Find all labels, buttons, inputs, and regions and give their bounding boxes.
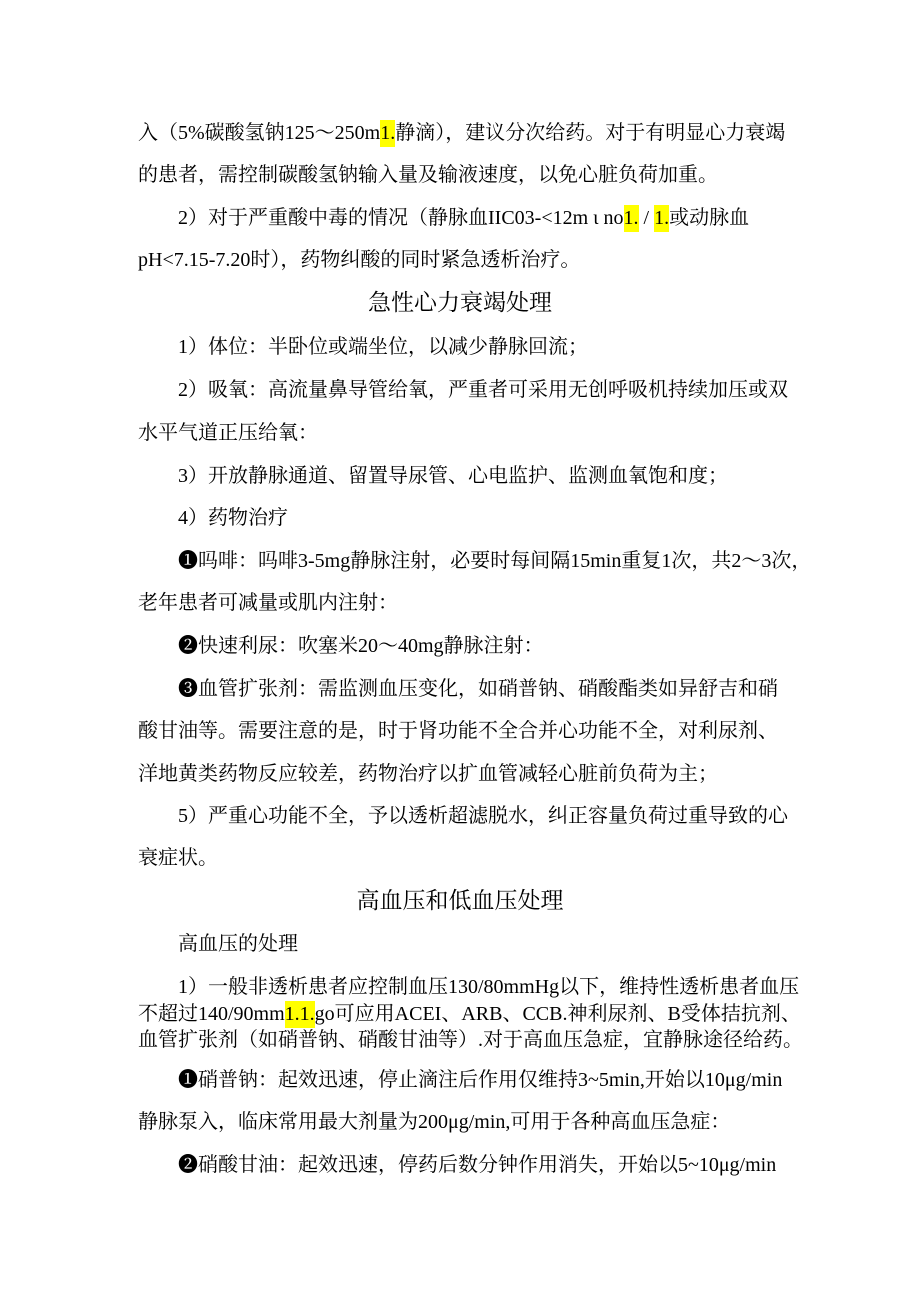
paragraph-line: ❶硝普钠：起效迅速，停止滴注后作用仅维持3~5min,开始以10μg/min bbox=[178, 1069, 783, 1091]
paragraph-line: 老年患者可减量或肌内注射： bbox=[138, 592, 398, 614]
highlighted-text: 1. bbox=[624, 205, 639, 232]
paragraph-line: ❷硝酸甘油：起效迅速，停药后数分钟作用消失，开始以5~10μg/min bbox=[178, 1154, 777, 1176]
text-segment: 入（5%碳酸氢钠125～250m bbox=[138, 122, 381, 144]
highlighted-text: 1. bbox=[654, 205, 669, 232]
paragraph-line: 1）体位：半卧位或端坐位，以减少静脉回流； bbox=[178, 336, 588, 358]
paragraph-line: ❷快速利尿：吹塞米20～40mg静脉注射： bbox=[178, 635, 544, 657]
paragraph-line: 5）严重心功能不全，予以透析超滤脱水，纠正容量负荷过重导致的心 bbox=[178, 805, 788, 827]
paragraph-line: 4）药物治疗 bbox=[178, 507, 288, 529]
text-segment: 或动脉血 bbox=[669, 207, 750, 229]
paragraph-line: 2）吸氧：高流量鼻导管给氧，严重者可采用无创呼吸机持续加压或双 bbox=[178, 379, 788, 401]
paragraph-line: 3）开放静脉通道、留置导尿管、心电监护、监测血氧饱和度； bbox=[178, 465, 728, 487]
paragraph-line: 血管扩张剂（如硝普钠、硝酸甘油等）.对于高血压急症，宜静脉途径给药。 bbox=[138, 1029, 803, 1051]
paragraph-line: 酸甘油等。需要注意的是，时于肾功能不全合并心功能不全，对利尿剂、 bbox=[138, 720, 778, 742]
text-segment: 2）对于严重酸中毒的情况（静脉血IIC03-<12m ι no bbox=[178, 207, 624, 229]
highlighted-text: 1. bbox=[380, 120, 395, 147]
paragraph-line: ❸血管扩张剂：需监测血压变化，如硝普钠、硝酸酯类如异舒吉和硝 bbox=[178, 678, 778, 700]
paragraph-line: 静脉泵入，临床常用最大剂量为200μg/min,可用于各种高血压急症： bbox=[138, 1111, 731, 1133]
paragraph-line bbox=[178, 206, 749, 230]
paragraph-line: 的患者，需控制碳酸氢钠输入量及输液速度，以免心脏负荷加重。 bbox=[138, 164, 718, 186]
subheading: 高血压的处理 bbox=[178, 933, 298, 955]
paragraph-line: 1）一般非透析患者应控制血压130/80mmHg以下，维持性透析患者血压 bbox=[178, 976, 800, 998]
text-segment: 不超过140/90mm bbox=[138, 1003, 285, 1025]
paragraph-line bbox=[138, 121, 785, 145]
section-heading: 急性心力衰竭处理 bbox=[368, 290, 552, 316]
paragraph-line: pH<7.15-7.20时），药物纠酸的同时紧急透析治疗。 bbox=[138, 249, 581, 271]
paragraph-line: 水平气道正压给氧： bbox=[138, 422, 318, 444]
highlighted-text: 1.1. bbox=[285, 1001, 315, 1028]
section-heading: 高血压和低血压处理 bbox=[356, 888, 564, 914]
paragraph-line: ❶吗啡：吗啡3-5mg静脉注射，必要时每间隔15min重复1次，共2～3次， bbox=[178, 550, 812, 572]
text-segment: go可应用ACEI、ARB、CCB.神利尿剂、B受体拮抗剂、 bbox=[314, 1003, 801, 1025]
text-segment: / bbox=[638, 207, 655, 229]
paragraph-line: 洋地黄类药物反应较差，药物治疗以扩血管减轻心脏前负荷为主； bbox=[138, 763, 718, 785]
text-segment: 静滴），建议分次给药。对于有明显心力衰竭 bbox=[395, 122, 786, 144]
paragraph-line bbox=[138, 1002, 801, 1026]
paragraph-line: 衰症状。 bbox=[138, 847, 218, 869]
